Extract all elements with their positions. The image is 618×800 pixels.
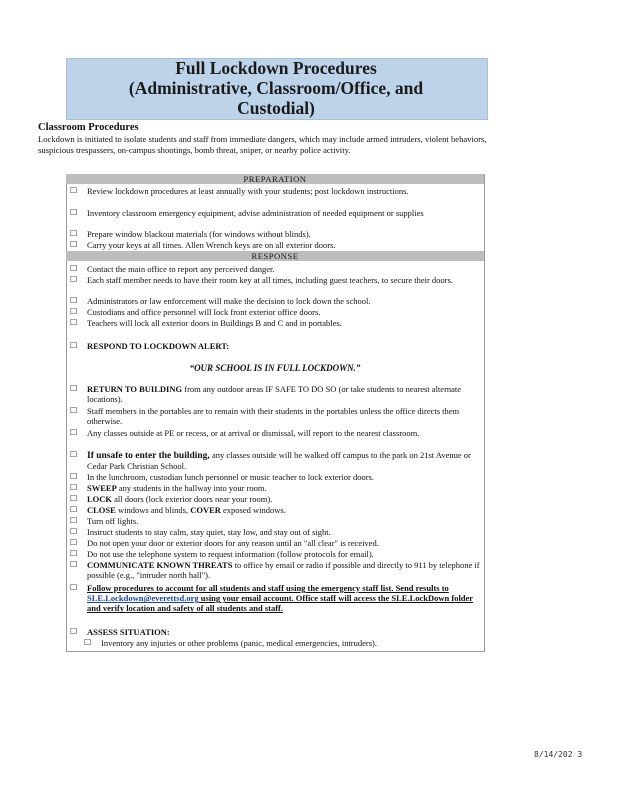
checkbox-icon: ☐	[84, 638, 92, 647]
lockdown-alert-text: “OUR SCHOOL IS IN FULL LOCKDOWN.”	[189, 363, 361, 373]
table-bottom-border	[66, 651, 484, 652]
list-item: ☐ CLOSE windows and blinds, COVER exposed windows.	[70, 505, 286, 515]
checkbox-icon: ☐	[70, 406, 78, 415]
email-link[interactable]: SLE.Lockdown@everettsd.org	[87, 593, 199, 604]
checkbox-icon: ☐	[70, 527, 78, 536]
response-header: RESPONSE	[66, 251, 484, 261]
checkbox-icon: ☐	[70, 318, 78, 327]
checkbox-icon: ☐	[70, 516, 78, 525]
checkbox-icon: ☐	[70, 275, 78, 284]
checkbox-icon: ☐	[70, 384, 78, 393]
list-item: ☐ Staff members in the portables are to remain with their students in the portables unless the office directs them otherwise.	[70, 406, 460, 427]
list-item: ☐ Custodians and office personnel will lock front exterior office doors.	[70, 307, 321, 317]
list-item: ☐ Follow procedures to account for all students and staff using the emergency staff list. Send results to SLE.Lockdown@everettsd.org using your email account. Office staff will access the SLE.LockDown folder and verify location and safety of all students and staff.	[70, 583, 474, 614]
list-item: ☐ Do not open your door or exterior doors for any reason until an "all clear" is received.	[70, 538, 379, 548]
list-item: ☐ Inventory any injuries or other problems (panic, medical emergencies, intruders).	[84, 638, 378, 648]
list-item: ☐ SWEEP any students in the hallway into your room.	[70, 483, 267, 493]
checkbox-icon: ☐	[70, 307, 78, 316]
checkbox-icon: ☐	[70, 627, 78, 636]
checkbox-icon: ☐	[70, 549, 78, 558]
section-heading: Classroom Procedures	[38, 122, 139, 133]
list-item: ☐ Contact the main office to report any perceived danger.	[70, 264, 275, 274]
checkbox-icon: ☐	[70, 583, 78, 592]
list-item: ☐ Inventory classroom emergency equipment, advise administration of needed equipment or supplies	[70, 208, 424, 218]
checkbox-icon: ☐	[70, 264, 78, 273]
checkbox-icon: ☐	[70, 296, 78, 305]
respond-alert-item: ☐ RESPOND TO LOCKDOWN ALERT:	[70, 341, 230, 351]
page-title: Full Lockdown Procedures (Administrative, Classroom/Office, and Custodial)	[128, 58, 424, 118]
checkbox-icon: ☐	[70, 494, 78, 503]
list-item: ☐ Do not use the telephone system to request information (follow protocols for email).	[70, 549, 374, 559]
checkbox-icon: ☐	[70, 483, 78, 492]
list-item: ☐ If unsafe to enter the building, any classes outside will be walked off campus to the park on 21st Avenue or Cedar Park Christian School.	[70, 450, 471, 472]
list-item: ☐ In the lunchroom, custodian lunch personnel or music teacher to lock exterior doors.	[70, 472, 375, 482]
table-left-border	[66, 174, 67, 652]
list-item: ☐ LOCK all doors (lock exterior doors near your room).	[70, 494, 273, 504]
list-item: ☐ Carry your keys at all times. Allen Wrench keys are on all exterior doors.	[70, 240, 336, 250]
checkbox-icon: ☐	[70, 341, 78, 350]
checkbox-icon: ☐	[70, 538, 78, 547]
checkbox-icon: ☐	[70, 186, 78, 195]
list-item: ☐ RETURN TO BUILDING from any outdoor areas IF SAFE TO DO SO (or take students to nearest alternate locations).	[70, 384, 462, 405]
preparation-header: PREPARATION	[66, 174, 484, 184]
checkbox-icon: ☐	[70, 428, 78, 437]
list-item: ☐ Each staff member needs to have their room key at all times, including guest teachers, to secure their doors.	[70, 275, 453, 285]
list-item: ☐ Administrators or law enforcement will make the decision to lock down the school.	[70, 296, 371, 306]
list-item: ☐ Instruct students to stay calm, stay quiet, stay low, and stay out of sight.	[70, 527, 331, 537]
checkbox-icon: ☐	[70, 560, 78, 569]
list-item: ☐ Prepare window blackout materials (for windows without blinds).	[70, 229, 311, 239]
list-item: ☐ Review lockdown procedures at least annually with your students; post lockdown instructions.	[70, 186, 409, 196]
list-item: ☐ Teachers will lock all exterior doors in Buildings B and C and in portables.	[70, 318, 342, 328]
list-item: ☐ ASSESS SITUATION:	[70, 627, 170, 637]
footer-date: 8/14/202 3	[534, 750, 583, 759]
checkbox-icon: ☐	[70, 505, 78, 514]
checkbox-icon: ☐	[70, 229, 78, 238]
list-item: ☐ Any classes outside at PE or recess, or at arrival or dismissal, will report to the nearest classroom.	[70, 428, 420, 438]
checkbox-icon: ☐	[70, 208, 78, 217]
list-item: ☐ COMMUNICATE KNOWN THREATS to office by email or radio if possible and directly to 911 by telephone if possible (e.g., "intruder north hall").	[70, 560, 480, 581]
checkbox-icon: ☐	[70, 450, 78, 459]
list-item: ☐ Turn off lights.	[70, 516, 139, 526]
checkbox-icon: ☐	[70, 240, 78, 249]
checkbox-icon: ☐	[70, 472, 78, 481]
intro-paragraph: Lockdown is initiated to isolate students and staff from immediate dangers, which may include armed intruders, violent behaviors, suspicious trespassers, on-campus shootings, bomb threat, sniper, or nearby police activity.	[38, 134, 487, 155]
